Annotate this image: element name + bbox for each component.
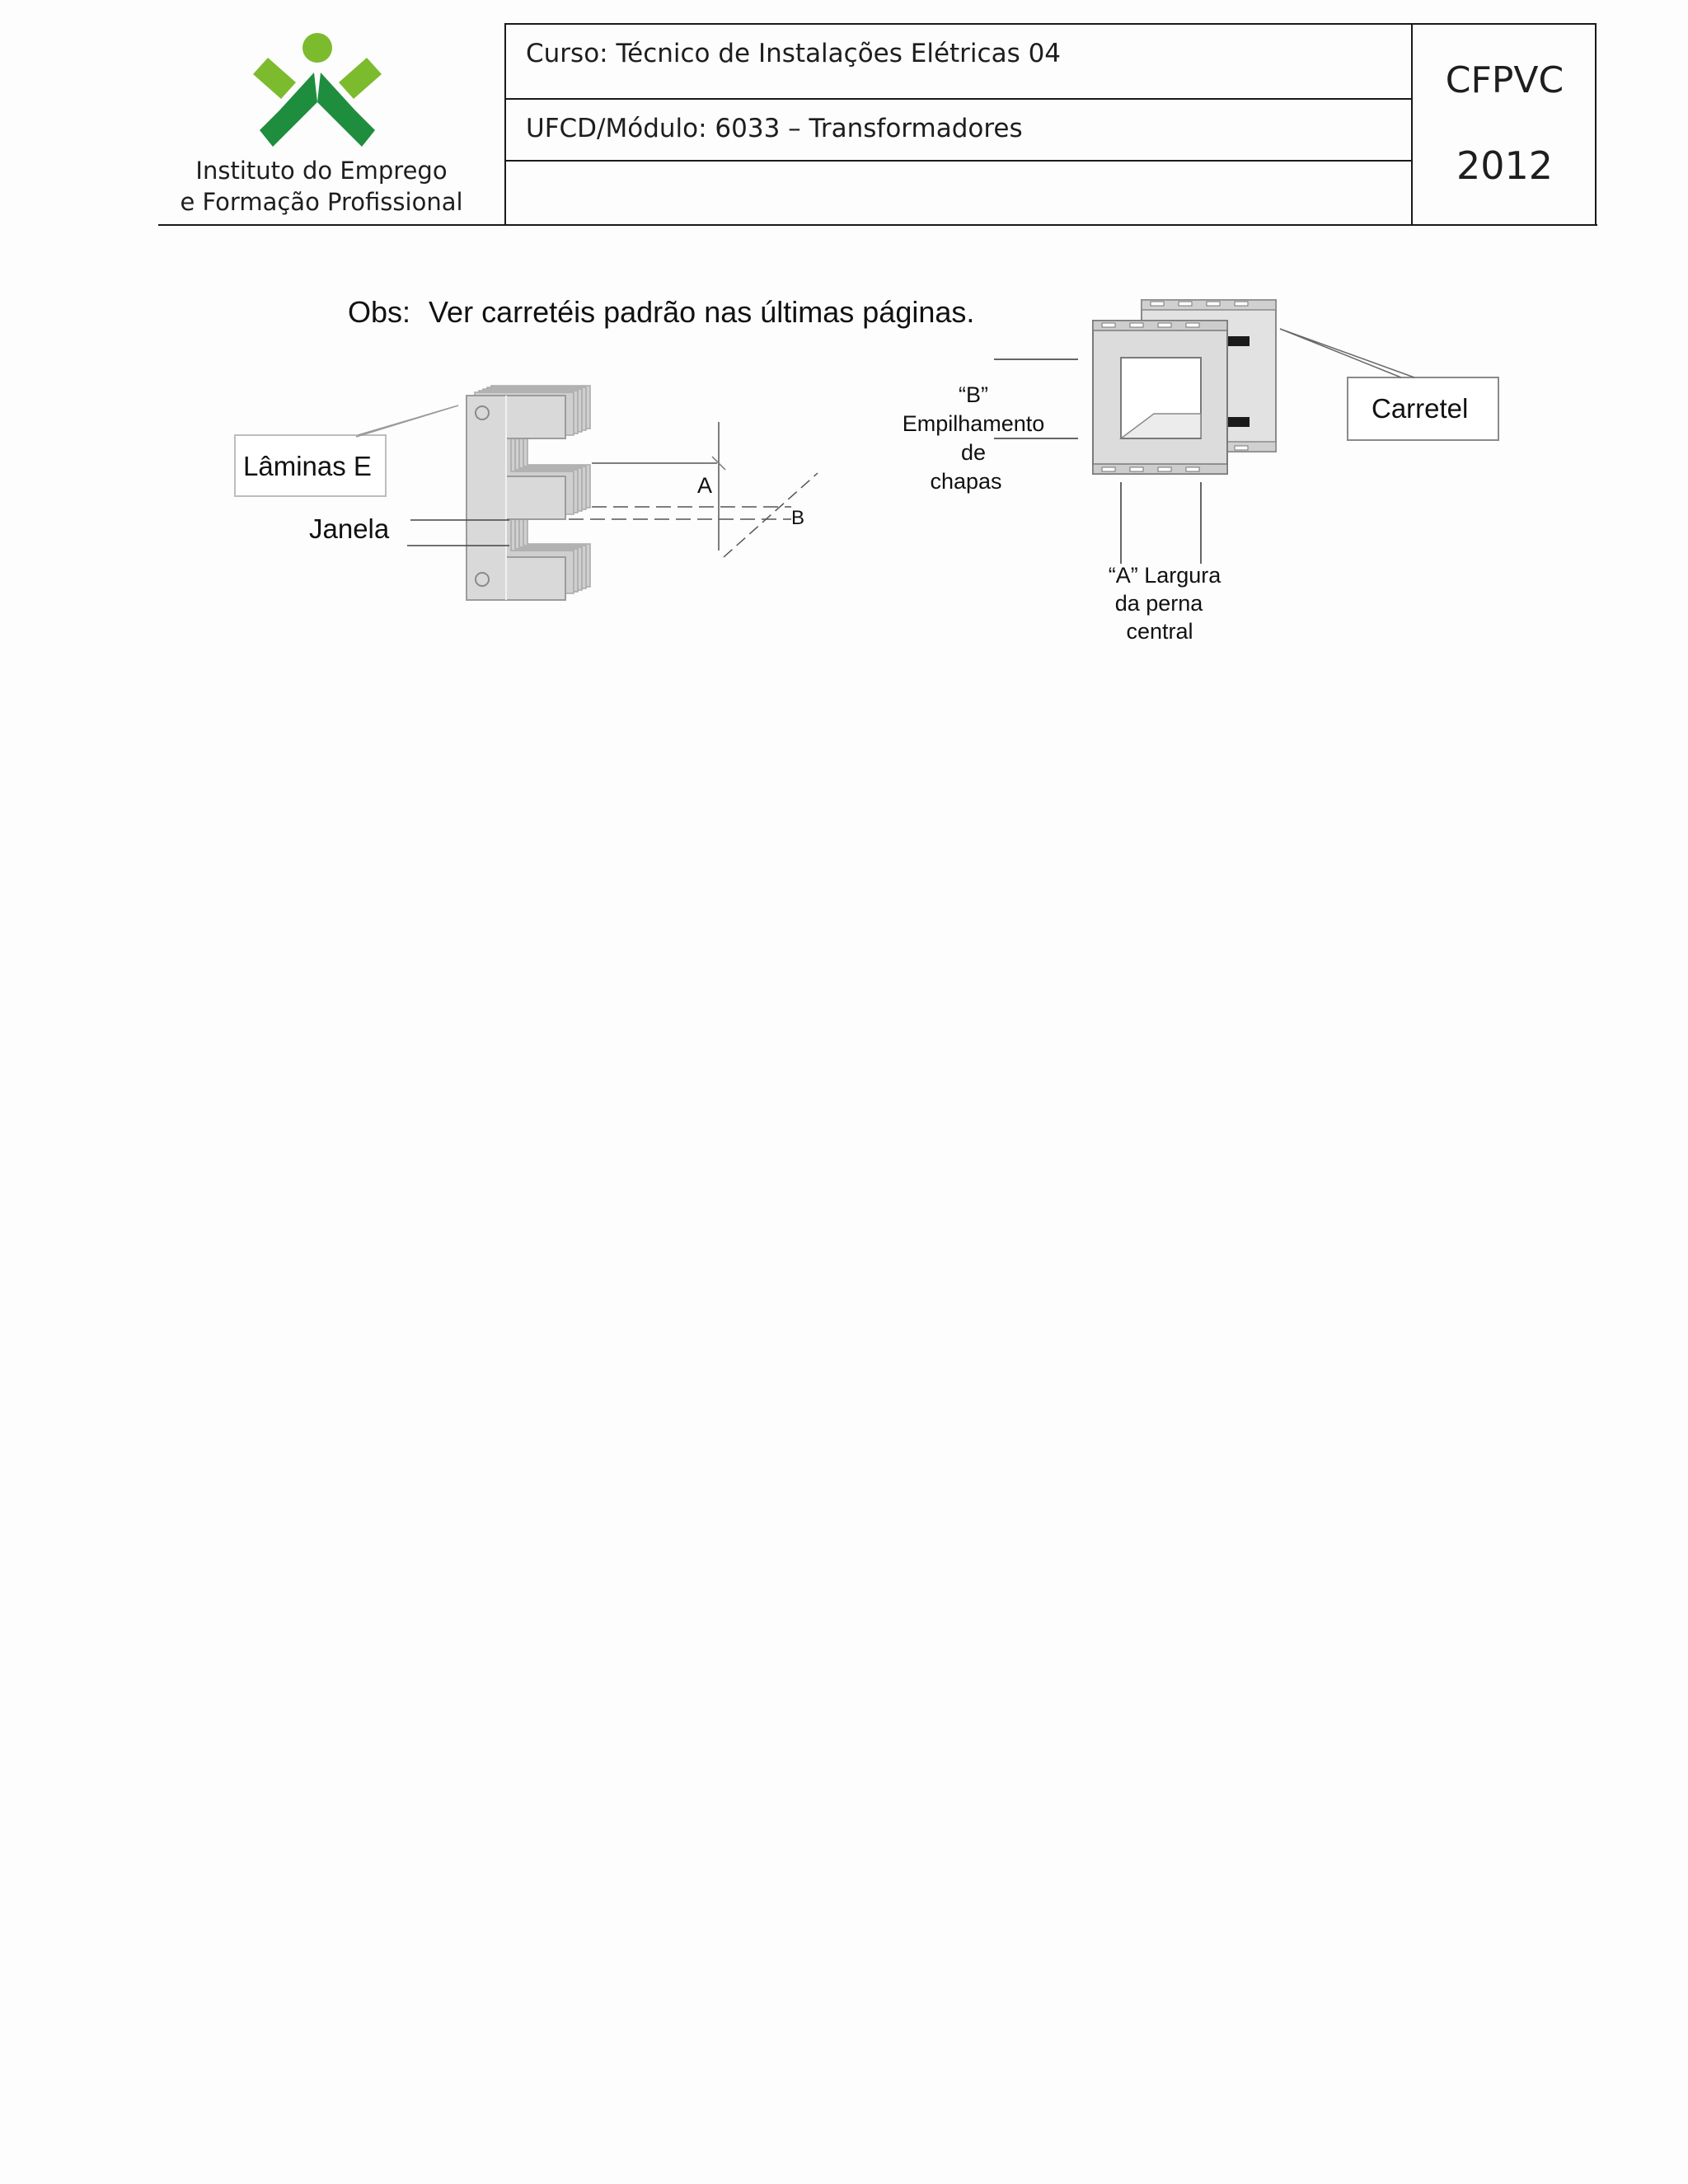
e-laminations-figure [235,386,818,600]
laminas-label: Lâminas E [243,451,372,481]
dim-a-label: A [697,473,713,498]
year: 2012 [1456,143,1554,188]
b-label-line4: chapas [930,469,1002,494]
logo-text-line2: e Formação Profissional [180,188,463,216]
module-cell: UFCD/Módulo: 6033 – Transformadores [506,100,1413,162]
b-label-line3: de [960,440,987,465]
carretel-label: Carretel [1372,393,1469,424]
figures-canvas [0,0,1688,676]
e-front-plate [467,396,565,600]
bobbin-pin-bottom [1226,417,1250,427]
org-code: CFPVC [1445,59,1564,101]
b-label-line1: “B” [959,382,988,407]
a-label-line2: da perna [1114,591,1203,616]
obs-text: Ver carretéis padrão nas últimas páginas. [429,295,975,329]
a-label-line1: “A” Largura [1108,563,1221,588]
obs-label: Obs: [348,295,411,329]
bobbin-figure [903,300,1498,644]
janela-label: Janela [309,513,390,544]
logo-text-line1: Instituto do Emprego [195,157,448,185]
course-cell: Curso: Técnico de Instalações Elétricas 04 [506,25,1413,100]
carretel-callout-pointer [1280,329,1414,377]
b-label-line2: Empilhamento [902,411,1045,436]
bobbin-pin-top [1226,336,1250,346]
a-label-line3: central [1126,619,1193,644]
dim-b-label: B [791,507,805,529]
laminas-callout-pointer [356,405,458,437]
